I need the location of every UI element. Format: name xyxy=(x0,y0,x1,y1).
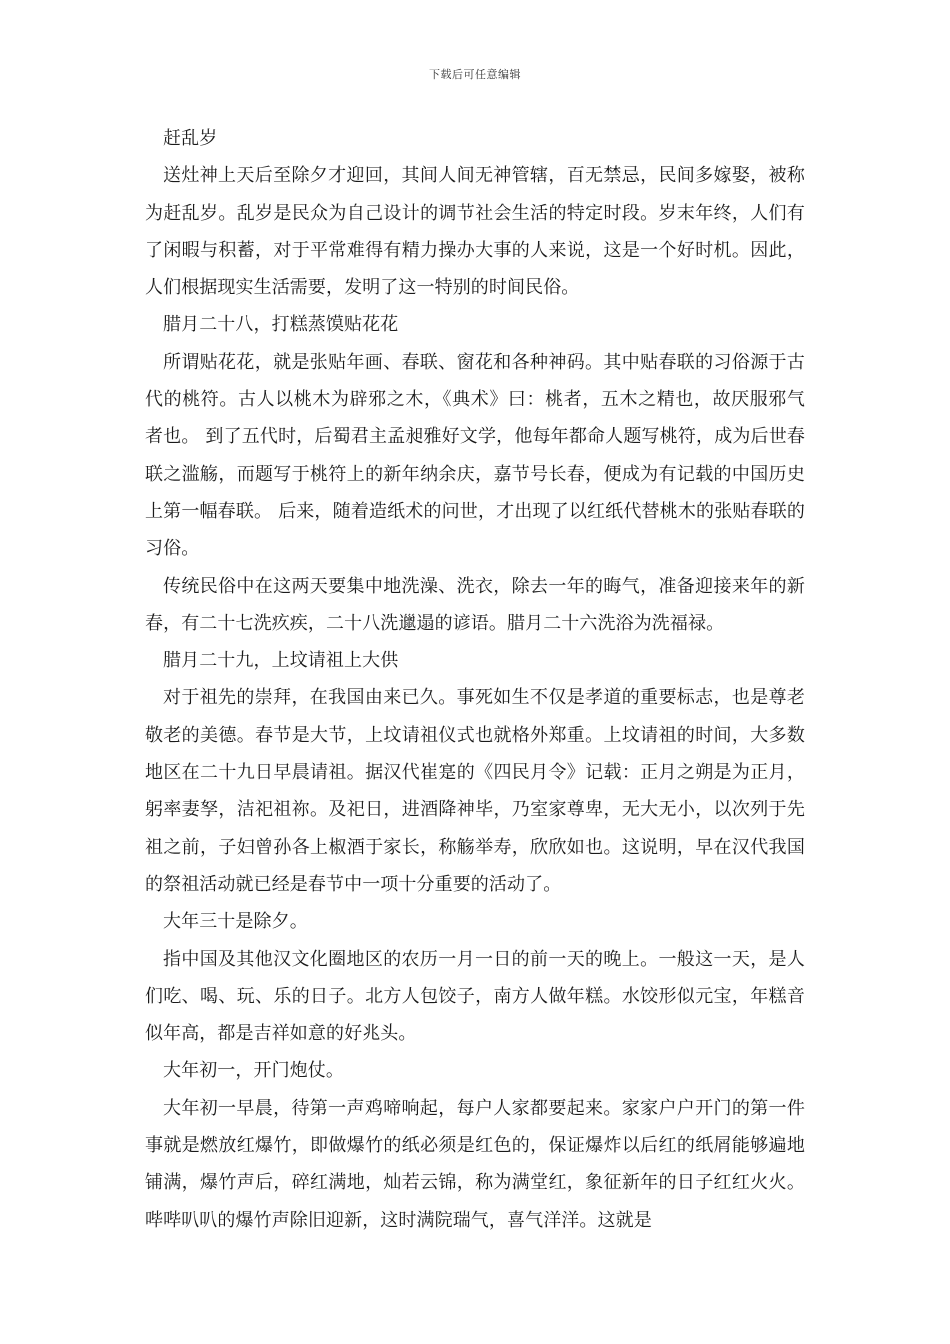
paragraph-firecrackers: 大年初一早晨，待第一声鸡啼响起，每户人家都要起来。家家户户开门的第一件事就是燃放红爆竹，即做爆竹的纸必须是红色的，保证爆炸以后红的纸屑能够遍地铺满，爆竹声后，碎红满地，灿若云锦，称为满堂红，象征新年的日子红红火火。哔哔叭叭的爆竹声除旧迎新，这时满院瑞气，喜气洋洋。这就是 xyxy=(145,1097,805,1231)
paragraph-new-years-eve: 指中国及其他汉文化圈地区的农历一月一日的前一天的晚上。一般这一天，是人们吃、喝、玩、乐的日子。北方人包饺子，南方人做年糕。水饺形似元宝，年糕音似年高，都是吉祥如意的好兆头。 xyxy=(145,948,805,1045)
paragraph-bathing: 传统民俗中在这两天要集中地洗澡、洗衣，除去一年的晦气，准备迎接来年的新春，有二十七洗疚疾，二十八洗邋遢的谚语。腊月二十六洗浴为洗福禄。 xyxy=(145,575,805,634)
paragraph-tiehuahua: 所谓贴花花，就是张贴年画、春联、窗花和各种神码。其中贴春联的习俗源于古代的桃符。古人以桃木为辟邪之木，《典术》曰：桃者，五木之精也，故厌服邪气者也。 到了五代时，后蜀君主孟昶雅好文学，他每年都命人题写桃符，成为后世春联之滥觞，而题写于桃符上的新年纳余庆，嘉节号长春，便成为有记载的中国历史上第一幅春联。 后来，随着造纸术的问世，才出现了以红纸代替桃木的张贴春联的习俗。 xyxy=(145,351,805,560)
heading-day-29: 腊月二十九，上坟请祖上大供 xyxy=(163,650,399,672)
paragraph-ganluansui: 送灶神上天后至除夕才迎回，其间人间无神管辖，百无禁忌，民间多嫁娶，被称为赶乱岁。乱岁是民众为自己设计的调节社会生活的特定时段。岁末年终，人们有了闲暇与积蓄，对于平常难得有精力操办大事的人来说，这是一个好时机。因此，人们根据现实生活需要，发明了这一特别的时间民俗。 xyxy=(145,165,805,299)
heading-new-years-eve: 大年三十是除夕。 xyxy=(163,911,308,933)
heading-first-day: 大年初一，开门炮仗。 xyxy=(163,1060,344,1082)
document-body xyxy=(145,120,805,1239)
heading-ganluansui: 赶乱岁 xyxy=(163,128,218,149)
paragraph-ancestors: 对于祖先的崇拜，在我国由来已久。事死如生不仅是孝道的重要标志，也是尊老敬老的美德。春节是大节，上坟请祖仪式也就格外郑重。上坟请祖的时间，大多数地区在二十九日早晨请祖。据汉代崔寔的《四民月令》记载：正月之朔是为正月，躬率妻孥，洁祀祖祢。及祀日，进酒降神毕，乃室家尊卑，无大无小，以次列于先祖之前，子妇曾孙各上椒酒于家长，称觞举寿，欣欣如也。这说明，早在汉代我国的祭祖活动就已经是春节中一项十分重要的活动了。 xyxy=(145,687,805,895)
page-header: 下载后可任意编辑 xyxy=(429,68,521,81)
heading-day-28: 腊月二十八，打糕蒸馍贴花花 xyxy=(163,314,399,336)
